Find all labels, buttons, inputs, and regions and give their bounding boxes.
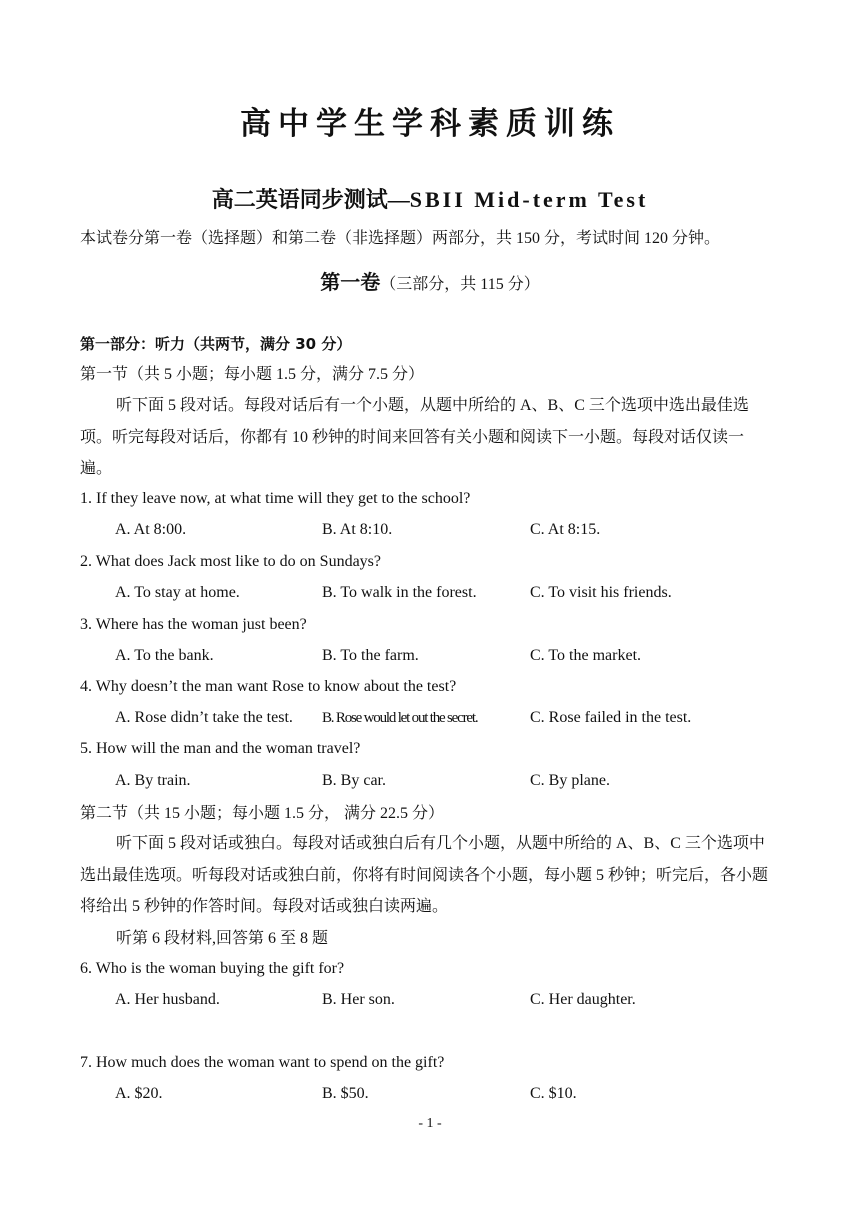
q5-option-a: A. By train.: [115, 772, 191, 789]
page-number: - 1 -: [418, 1116, 442, 1131]
q4-option-c: C. Rose failed in the test.: [530, 709, 692, 726]
q3-option-b: B. To the farm.: [322, 647, 419, 664]
q3-option-a: A. To the bank.: [115, 647, 214, 664]
q2-option-a: A. To stay at home.: [115, 584, 240, 601]
question-7: 7. How much does the woman want to spend on the gift?: [80, 1054, 445, 1071]
question-5: 5. How will the man and the woman travel?: [80, 740, 361, 757]
q5-option-c: C. By plane.: [530, 772, 610, 789]
q2-option-c: C. To visit his friends.: [530, 584, 672, 601]
q6-option-b: B. Her son.: [322, 991, 395, 1008]
sub-title: [0, 183, 860, 214]
question-4: 4. Why doesn’t the man want Rose to know about the test?: [80, 678, 457, 695]
sub-title-cn: 高二英语同步测试—: [211, 187, 410, 212]
section1-heading: 第一节（共 5 小题；每小题 1.5 分，满分 7.5 分）: [80, 366, 425, 383]
material-note: 听第 6 段材料,回答第 6 至 8 题: [116, 930, 329, 947]
q2-option-b: B. To walk in the forest.: [322, 584, 477, 601]
question-2: 2. What does Jack most like to do on Sundays?: [80, 553, 381, 570]
volume-note: （三部分，共 115 分）: [380, 276, 540, 293]
q1-option-b: B. At 8:10.: [322, 521, 393, 538]
volume-title: [0, 266, 860, 295]
q4-option-a: A. Rose didn’t take the test.: [115, 709, 293, 726]
q6-option-a: A. Her husband.: [115, 991, 220, 1008]
section1-instructions: 听下面 5 段对话。每段对话后有一个小题，从题中所给的 A、B、C 三个选项中选出最佳选项。听完每段对话后，你都有 10 秒钟的时间来回答有关小题和阅读下一小题。每段对话仅读一遍。: [80, 397, 749, 477]
part1-heading: 第一部分：听力（共两节，满分 30 分）: [80, 335, 352, 353]
question-1: 1. If they leave now, at what time will they get to the school?: [80, 490, 471, 507]
q7-option-a: A. $20.: [115, 1085, 163, 1102]
q4-option-b: B. Rose would let out the secret.: [322, 710, 478, 726]
main-title: 高中学生学科素质训练: [240, 106, 620, 142]
exam-intro: 本试卷分第一卷（选择题）和第二卷（非选择题）两部分，共 150 分，考试时间 120 分钟。: [80, 230, 721, 247]
q7-option-c: C. $10.: [530, 1085, 577, 1102]
volume-title-text: 第一卷: [320, 272, 381, 294]
q5-option-b: B. By car.: [322, 772, 386, 789]
sub-title-en: SBII Mid-term Test: [409, 187, 649, 212]
question-6: 6. Who is the woman buying the gift for?: [80, 960, 345, 977]
q1-option-a: A. At 8:00.: [115, 521, 187, 538]
section2-heading: 第二节（共 15 小题；每小题 1.5 分， 满分 22.5 分）: [80, 805, 445, 822]
q1-option-c: C. At 8:15.: [530, 521, 601, 538]
q7-option-b: B. $50.: [322, 1085, 369, 1102]
q3-option-c: C. To the market.: [530, 647, 642, 664]
q6-option-c: C. Her daughter.: [530, 991, 636, 1008]
question-3: 3. Where has the woman just been?: [80, 616, 307, 633]
section2-instructions: 听下面 5 段对话或独白。每段对话或独白后有几个小题，从题中所给的 A、B、C 三个选项中选出最佳选项。听每段对话或独白前，你将有时间阅读各个小题，每小题 5 秒钟；听完后，各小题将给出 5 秒钟的作答时间。每段对话或独白读两遍。: [80, 835, 769, 915]
